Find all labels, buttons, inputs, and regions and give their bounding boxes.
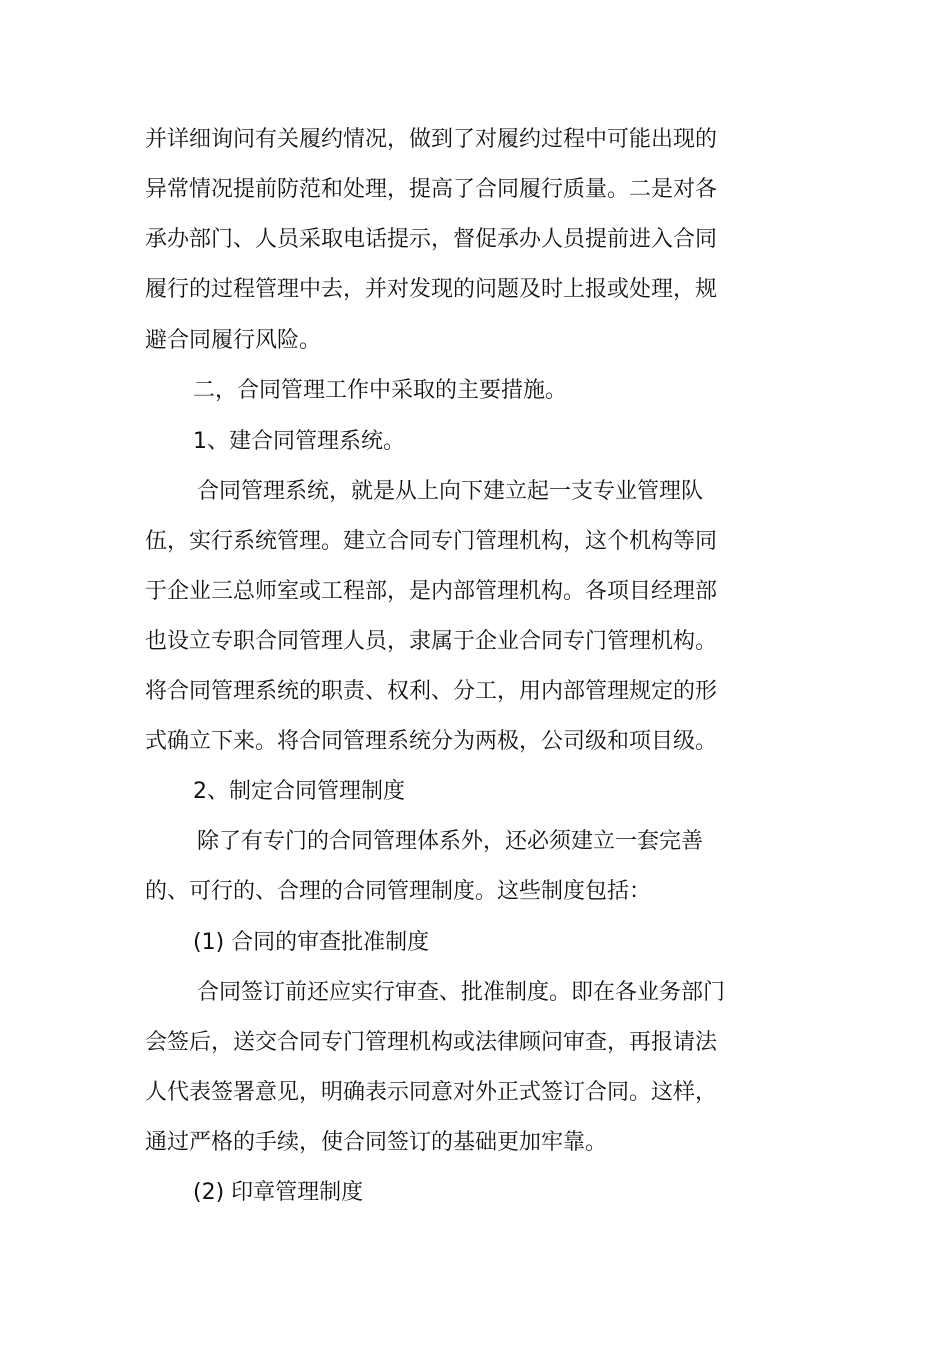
- paragraph-line: 会签后，送交合同专门管理机构或法律顾问审查，再报请法: [145, 1030, 718, 1055]
- paragraph-line: 避合同履行风险。: [145, 328, 322, 353]
- paragraph-line: 承办部门、人员采取电话提示，督促承办人员提前进入合同: [145, 227, 718, 252]
- paragraph-line: 通过严格的手续，使合同签订的基础更加牢靠。: [145, 1130, 608, 1155]
- paragraph-line: 式确立下来。将合同管理系统分为两极，公司级和项目级。: [145, 729, 718, 754]
- paragraph-line: 合同管理系统，就是从上向下建立起一支专业管理队: [197, 479, 704, 504]
- paragraph-line: 除了有专门的合同管理体系外，还必须建立一套完善: [197, 829, 704, 854]
- section-heading: 二，合同管理工作中采取的主要措施。: [193, 378, 568, 403]
- subsection-heading: 1、建合同管理系统。: [193, 429, 405, 454]
- paragraph-line: 合同签订前还应实行审查、批准制度。即在各业务部门: [197, 980, 726, 1005]
- paragraph-line: 的、可行的、合理的合同管理制度。这些制度包括：: [145, 879, 652, 904]
- paragraph-line: 并详细询问有关履约情况，做到了对履约过程中可能出现的: [145, 127, 718, 152]
- paragraph-line: 将合同管理系统的职责、权利、分工，用内部管理规定的形: [145, 679, 718, 704]
- paragraph-line: 人代表签署意见，明确表示同意对外正式签订合同。这样，: [145, 1080, 718, 1105]
- list-item-heading: (2) 印章管理制度: [193, 1180, 364, 1205]
- list-item-heading: (1) 合同的审查批准制度: [193, 930, 430, 955]
- paragraph-line: 于企业三总师室或工程部，是内部管理机构。各项目经理部: [145, 579, 718, 604]
- paragraph-line: 伍，实行系统管理。建立合同专门管理机构，这个机构等同: [145, 529, 718, 554]
- paragraph-line: 履行的过程管理中去，并对发现的问题及时上报或处理，规: [145, 277, 718, 302]
- subsection-heading: 2、制定合同管理制度: [193, 779, 405, 804]
- paragraph-line: 异常情况提前防范和处理，提高了合同履行质量。二是对各: [145, 177, 718, 202]
- paragraph-line: 也设立专职合同管理人员，隶属于企业合同专门管理机构。: [145, 629, 718, 654]
